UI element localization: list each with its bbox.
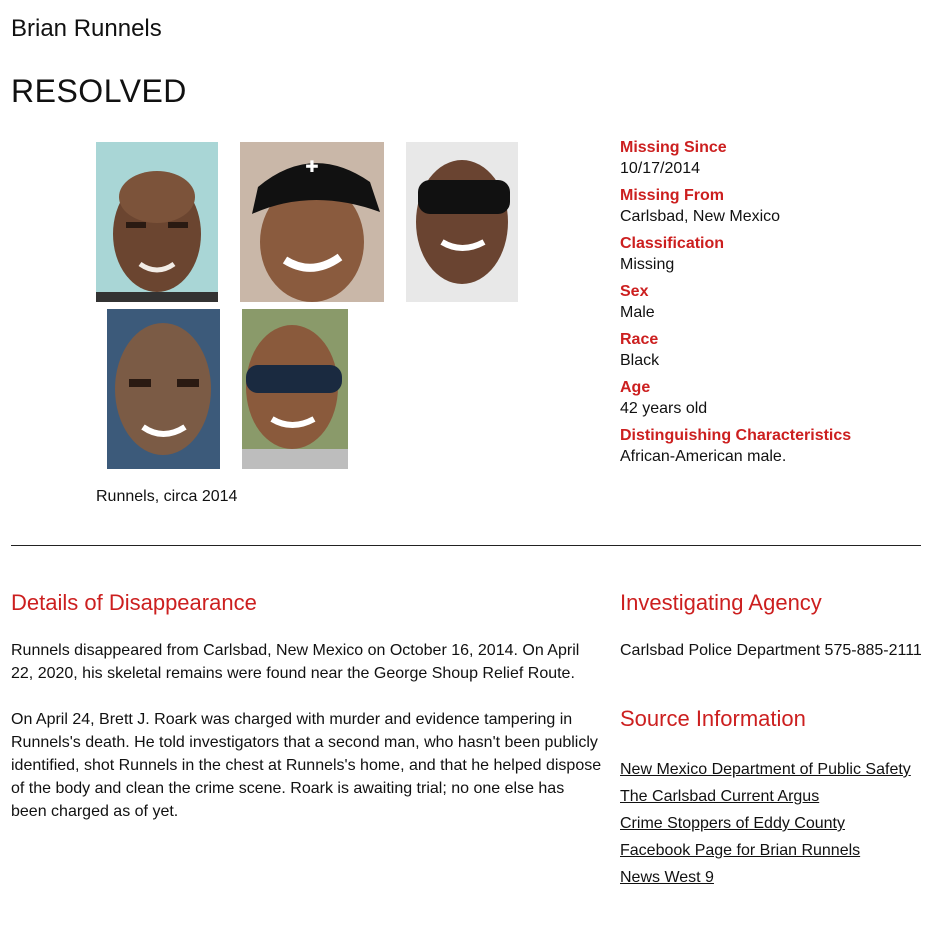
details-paragraph: Runnels disappeared from Carlsbad, New Mexico on October 16, 2014. On April 22, 2020, his skeletal remains were found near the George Shoup Relief Route.	[11, 642, 580, 682]
source-link[interactable]: Crime Stoppers of Eddy County	[620, 815, 845, 832]
fact-label: Missing From	[620, 187, 725, 204]
photo-4	[107, 309, 220, 469]
fact-value: Missing	[620, 256, 675, 273]
fact-label: Distinguishing Characteristics	[620, 427, 852, 444]
photo-caption: Runnels, circa 2014	[96, 488, 238, 505]
fact-value: 10/17/2014	[620, 160, 701, 177]
source-link[interactable]: The Carlsbad Current Argus	[620, 788, 820, 805]
fact-value: Black	[620, 352, 660, 369]
details-body	[11, 639, 603, 846]
photo-5	[242, 309, 348, 469]
fact-value: Male	[620, 304, 655, 321]
section-divider	[11, 545, 921, 546]
source-link[interactable]: Facebook Page for Brian Runnels	[620, 842, 861, 859]
photo-3	[406, 142, 518, 302]
source-link[interactable]: New Mexico Department of Public Safety	[620, 761, 911, 778]
fact-label: Classification	[620, 235, 725, 252]
case-status: RESOLVED	[11, 73, 187, 109]
person-name: Brian Runnels	[11, 15, 162, 42]
agency-heading: Investigating Agency	[620, 590, 822, 615]
agency-contact: Carlsbad Police Department 575-885-2111	[620, 642, 922, 659]
photo-2	[240, 142, 384, 302]
fact-label: Race	[620, 331, 659, 348]
photo-1	[96, 142, 218, 302]
fact-value: African-American male.	[620, 448, 787, 465]
fact-value: Carlsbad, New Mexico	[620, 208, 781, 225]
case-facts	[620, 138, 920, 474]
sources-heading: Source Information	[620, 706, 806, 731]
fact-label: Age	[620, 379, 651, 396]
fact-label: Sex	[620, 283, 649, 300]
source-link[interactable]: News West 9	[620, 869, 714, 886]
fact-value: 42 years old	[620, 400, 708, 417]
details-paragraph: On April 24, Brett J. Roark was charged with murder and evidence tampering in Runnels's death. He told investigators that a second man, who hasn't been publicly identified, shot Runnels in the chest at Runnels's home, and that he helped dispose of the body and clean the crime scene. Roark is awaiting trial; no one else has been charged as of yet.	[11, 711, 602, 820]
source-list	[620, 756, 911, 891]
fact-label: Missing Since	[620, 139, 727, 156]
svg-text:✚: ✚	[305, 159, 319, 176]
details-heading: Details of Disappearance	[11, 590, 257, 615]
